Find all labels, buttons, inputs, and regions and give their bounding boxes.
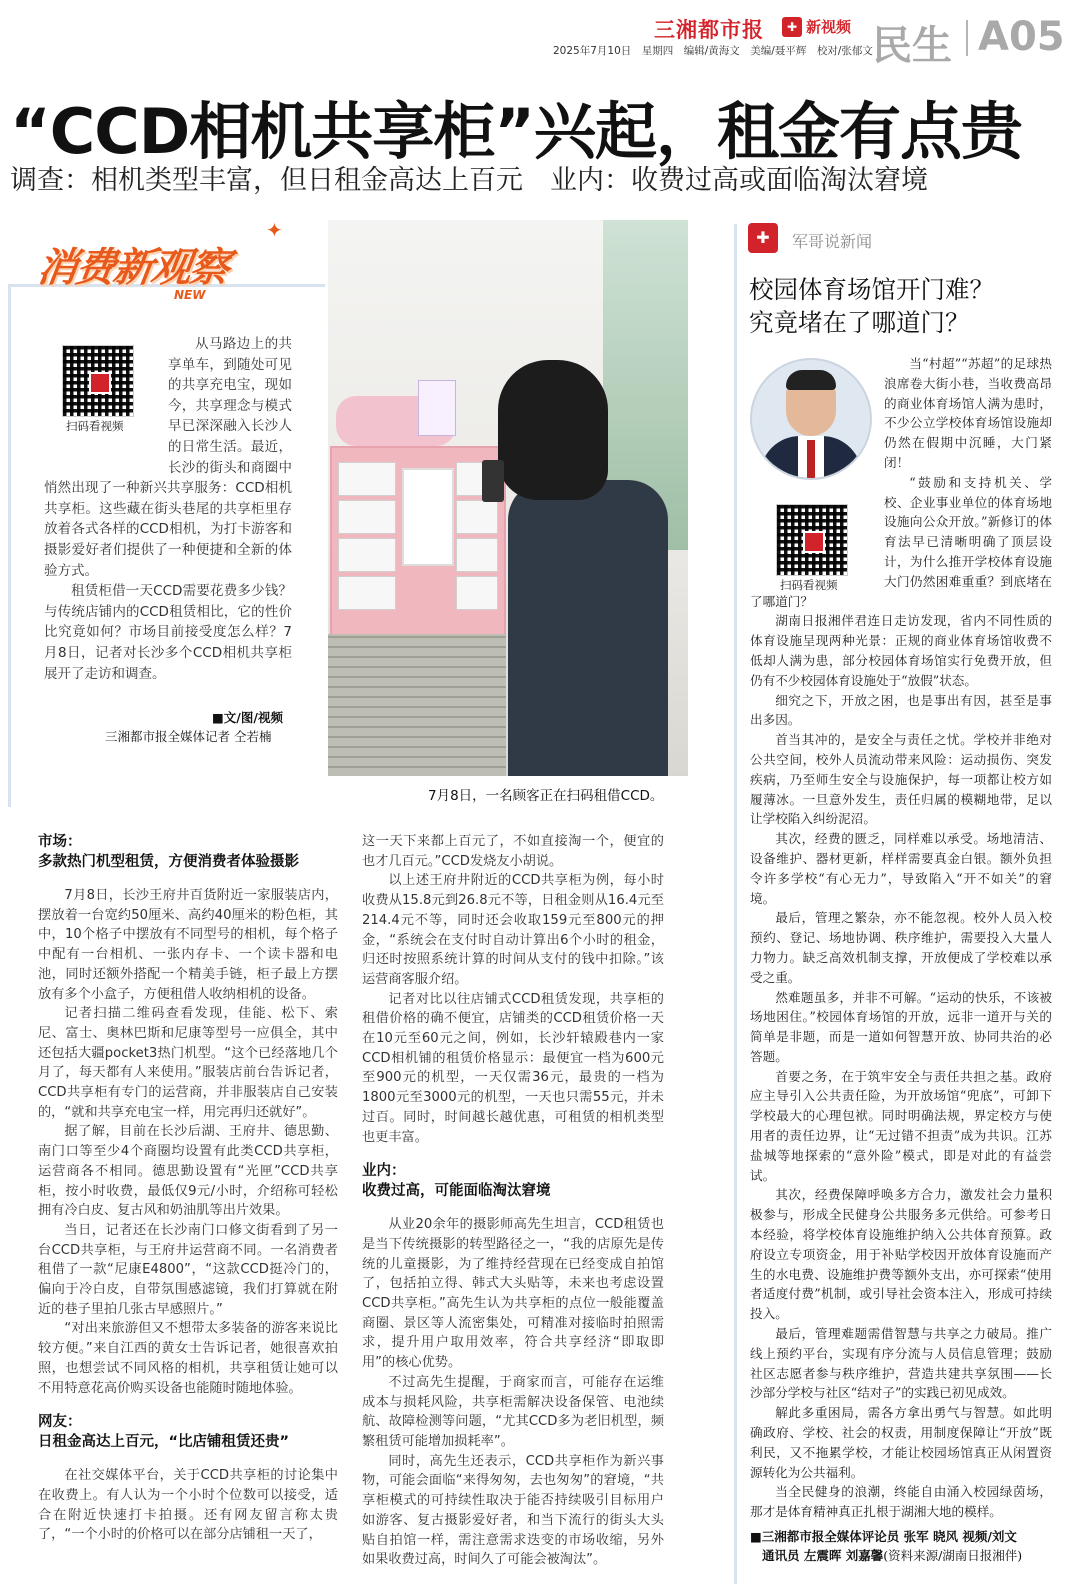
column-badge xyxy=(34,218,300,310)
section-label: 市场： xyxy=(38,834,82,850)
headline: “CCD相机共享柜”兴起，租金有点贵 xyxy=(10,95,1022,168)
intro-text xyxy=(44,334,292,684)
intro-paragraph: 从马路边上的共享单车，到随处可见的共享充电宝，现如今，共享理念与模式早已深深融入长沙人的日常生活。最近，长沙的街头和商圈中悄然出现了一种新兴共享服务：CCD相机共享柜。这些藏在街头巷尾的共享柜里存放着各式各样的CCD相机，为打卡游客和摄影爱好者们提供了一种便捷和全新的体验方式。 xyxy=(44,336,292,579)
correspondents: 通讯员 左震晖 刘嘉馨 xyxy=(762,1548,884,1563)
byline-reporter: 三湘都市报全媒体记者 仝若楠 xyxy=(105,729,272,744)
newspaper-logo: 三湘都市报 xyxy=(654,18,764,42)
section-title: 日租金高达上百元，“比店铺租赁还贵” xyxy=(38,1434,290,1451)
commentary-paragraph: 当“村超”“苏超”的足球热浪席卷大街小巷，当收费高昂的商业体育场馆人满为患时，不少公立学校体育场馆设施却仍然在假期中沉睡，大门紧闭！ xyxy=(884,356,1052,470)
body-paragraph: 当日，记者还在长沙南门口修文街看到了另一台CCD共享柜，与王府井运营商不同。一名消费者租借了一款“尼康E4800”，“这款CCD挺冷门的，偏向于冷白皮，自带氛围感滤镜，我们打算就在附近的巷子里拍几张古早感照片。” xyxy=(38,1222,338,1317)
commentary-paragraph: 然难题虽多，并非不可解。“运动的快乐，不该被场地困住。”校园体育场馆的开放，远非一道开与关的简单是非题，而是一道如何智慧开放、协同共治的必答题。 xyxy=(750,989,1052,1064)
section-name: 民生 xyxy=(872,23,952,69)
section-divider xyxy=(966,20,968,56)
commentary-paragraph: 最后，管理之繁杂，亦不能忽视。校外人员入校预约、登记、场地协调、秩序维护，需要投入大量人力物力。缺乏高效机制支撑，开放便成了学校难以承受之重。 xyxy=(750,910,1052,985)
commentary-title-line2: 究竟堵在了哪道门？ xyxy=(749,308,970,337)
photo-customer xyxy=(478,360,668,776)
body-paragraph: 不过高先生提醒，于商家而言，可能存在运维成本与损耗风险，共享柜需解决设备保管、电池续航、故障检测等问题，“尤其CCD多为老旧机型，频繁租赁可能增加损耗率”。 xyxy=(362,1374,664,1449)
commentary-paragraph: 最后，管理难题需借智慧与共享之力破局。推广线上预约平台，实现有序分流与人员信息管理；鼓励社区志愿者参与秩序维护，营造共建共享氛围——长沙部分学校与社区“结对子”的实践已初见成效。 xyxy=(750,1326,1052,1401)
page-number: A05 xyxy=(978,14,1065,60)
commentary-paragraph: 首要之务，在于筑牢安全与责任共担之基。政府应主导引入公共责任险，为开放场馆“兜底”，可卸下学校最大的心理包袱。同时明确法规，界定校方与使用者的责任边界，让“无过错不担责”成为共识。江苏盐城等地探索的“意外险”模式，即是对此的有益尝试。 xyxy=(750,1068,1052,1183)
commentator-portrait xyxy=(750,358,872,480)
body-paragraph: 以上述王府井附近的CCD共享柜为例，每小时收费从15.8元到26.8元不等，日租金则从16.4元至214.4元不等，同时还会收取159元至800元的押金，“系统会在支付时自动计算出6个小时的租金，归还时按照系统计算的时间从支付的钱中扣除。”该运营商客服介绍。 xyxy=(362,873,664,987)
photo-qr-sign xyxy=(418,380,456,436)
section-label: 网友： xyxy=(38,1414,82,1431)
qr-label: 扫码看视频 xyxy=(66,419,124,433)
byline-credit: ■文/图/视频 xyxy=(212,710,283,725)
commentary-kicker: 军哥说新闻 xyxy=(792,232,873,251)
video-brand: 新视频 xyxy=(806,18,852,36)
article-column-2 xyxy=(362,832,664,1570)
commentary-paragraph: 解此多重困局，需各方拿出勇气与智慧。如此明确政府、学校、社会的权责，用制度保障让“开放”既利民，又不拖累学校，才能让校园场馆真正从闲置资源转化为公共福利。 xyxy=(750,1405,1052,1480)
section-title: 多款热门机型租赁，方便消费者体验摄影 xyxy=(38,854,299,870)
body-paragraph: 这一天下来都上百元了，不如直接淘一个，便宜的也才几百元。”CCD发烧友小胡说。 xyxy=(362,834,664,869)
commentary-paragraph: 湖南日报湘伴君连日走访发现，省内不同性质的体育设施呈现两种光景：正规的商业体育场馆收费不低却人满为患，部分校园体育场馆实行免费开放，但仍有不少校园体育设施处于“放假”状态。 xyxy=(750,613,1052,688)
photo-caption: 7月8日，一名顾客正在扫码租借CCD。 xyxy=(428,788,664,804)
column-badge-sub: NEW xyxy=(174,288,206,302)
commentary-title: 校园体育场馆开门难？ xyxy=(749,275,994,304)
commentary-paragraph: 首当其冲的，是安全与责任之忧。学校并非绝对公共空间，校外人员流动带来风险：运动损伤、突发疾病，乃至师生安全与设施保护，每一项都让校方如履薄冰。一旦意外发生，责任归属的模糊地带，足以让学校陷入纠纷泥沼。 xyxy=(750,732,1052,827)
sparkle-icon: ✦ xyxy=(266,218,283,242)
commentary-paragraph: 其次，经费的匮乏，同样难以承受。场地清洁、设备维护、器材更新，样样需要真金白银。额外负担令许多学校“有心无力”，导致陷入“开不如关”的窘境。 xyxy=(750,831,1052,906)
body-paragraph: 记者对比以往店铺式CCD租赁发现，共享柜的租借价格的确不便宜，店铺类的CCD租赁价格一天在10元至60元之间，例如，长沙轩辕殿巷内一家CCD相机铺的租赁价格显示：最便宜一档为600元至900元的机型，一天仅需36元，最贵的一档为1800元至3000元的机型，一天也只需55元，并未过百。同时，时间越长越优惠，可租赁的相机类型也更丰富。 xyxy=(362,991,664,1145)
section-title: 收费过高，可能面临淘汰窘境 xyxy=(362,1183,551,1200)
body-paragraph: 在社交媒体平台，关于CCD共享柜的讨论集中在收费上。有人认为一个小时个位数可以接受，适合在附近快速打卡拍摄。还有网友留言称太贵了，“一个小时的价格可以在部分店铺租一天了， xyxy=(38,1468,338,1543)
commentary-paragraph: 其次，经费保障呼唤多方合力，激发社会力量积极参与，形成全民健身公共服务多元供给。可参考日本经验，将学校体育设施维护纳入公共体育预算。政府设立专项资金，用于补贴学校因开放体育设施而产生的水电费、设施维护费等额外支出，亦可探索“使用者适度付费”机制，或引导社会资本注入，形成可持续投入。 xyxy=(750,1187,1052,1322)
masthead-meta: 2025年7月10日 星期四 编辑/黄海文 美编/聂平辉 校对/张郁文 xyxy=(553,45,873,57)
commentary-credit: ■三湘都市报全媒体评论员 张军 晓风 视频/刘文 xyxy=(750,1529,1017,1544)
commentary-paragraph: 细究之下，开放之困，也是事出有因，甚至是事出多因。 xyxy=(750,692,1052,728)
body-paragraph: 据了解，目前在长沙后湖、王府井、德思勤、南门口等至少4个商圈均设置有此类CCD共享柜，运营商各不相同。德思勤设置有“光匣”CCD共享柜，按小时收费，最低仅9元/小时，介绍称可轻松拥有冷白皮、复古风和奶油肌等出片效果。 xyxy=(38,1124,338,1219)
commentary-logo-icon: ✚ xyxy=(748,223,778,253)
subheadline: 调查：相机类型丰富，但日租金高达上百元 业内：收费过高或面临淘汰窘境 xyxy=(10,165,928,196)
commentary-paragraph: “鼓励和支持机关、学校、企业事业单位的体育场地设施向公众开放。”新修订的体育法早已清晰明确了顶层设计，为什么推开学校体育设施大门仍然困难重重？到底堵在了哪道门？ xyxy=(750,474,1052,609)
body-paragraph: 同时，高先生还表示，CCD共享柜作为新兴事物，可能会面临“来得匆匆，去也匆匆”的窘境，“共享柜模式的可持续性取决于能否持续吸引目标用户如游客、复古摄影爱好者，和当下流行的街头大头贴自拍馆一样，需注意需求迭变的市场收缩，另外如果收费过高，时间久了可能会被淘汰”。 xyxy=(362,1453,664,1568)
article-column-1 xyxy=(38,832,338,1545)
commentary-credit-line2 xyxy=(762,1546,1022,1564)
news-photo xyxy=(328,220,688,776)
section-label: 业内： xyxy=(362,1163,406,1180)
body-paragraph: “对出来旅游但又不想带太多装备的游客来说比较方便。”来自江西的黄女士告诉记者，她很喜欢拍照，也想尝试不同风格的相机，共享租赁让她可以不用特意花高价购买设备也能随时随地体验。 xyxy=(38,1321,338,1396)
xin-video-icon: ✚ xyxy=(782,17,802,37)
qr-code-icon[interactable] xyxy=(776,504,848,576)
column-badge-title: 消费新观察 xyxy=(34,245,231,291)
body-paragraph: 7月8日，长沙王府井百货附近一家服装店内，摆放着一台宽约50厘米、高约40厘米的粉色柜，其中，10个格子中摆放有不同型号的相机，每个格子中配有一台相机、一张内存卡、一个读卡器和电池，同时还额外搭配一个精美手链，柜子最上方摆放有多个小盒子，方便租借人收纳相机的设备。 xyxy=(38,888,338,1002)
commentary-paragraph: 当全民健身的浪潮，终能自由涌入校园绿茵场，那才是体育精神真正扎根于湖湘大地的模样。 xyxy=(750,1484,1052,1520)
source-note: (资料来源/湖南日报湘伴) xyxy=(883,1548,1023,1563)
qr-label: 扫码看视频 xyxy=(780,578,838,592)
intro-paragraph: 租赁柜借一天CCD需要花费多少钱？与传统店铺内的CCD租赁相比，它的性价比究竟如何？市场目前接受度怎么样？7月8日，记者对长沙多个CCD相机共享柜展开了走访和调查。 xyxy=(44,583,292,682)
body-paragraph: 从业20余年的摄影师高先生坦言，CCD租赁也是当下传统摄影的转型路径之一，“我的店原先是传统的儿童摄影，为了维持经营现在已经变成自拍馆了，包括拍立得、韩式大头贴等，未来也考虑设置CCD共享柜。”高先生认为共享柜的点位一般能覆盖商圈、景区等人流密集处，可精准对接临时拍照需求，提升用户取用效率，符合共享经济“即取即用”的核心优势。 xyxy=(362,1217,664,1371)
body-paragraph: 记者扫描二维码查看发现，佳能、松下、索尼、富士、奥林巴斯和尼康等型号一应俱全，其中还包括大疆pocket3热门机型。“这个已经落地几个月了，每天都有人来使用。”服装店前台告诉记者，CCD共享柜有专门的运营商，并非服装店自己安装的，“就和共享充电宝一样，用完再归还就好”。 xyxy=(38,1006,338,1120)
